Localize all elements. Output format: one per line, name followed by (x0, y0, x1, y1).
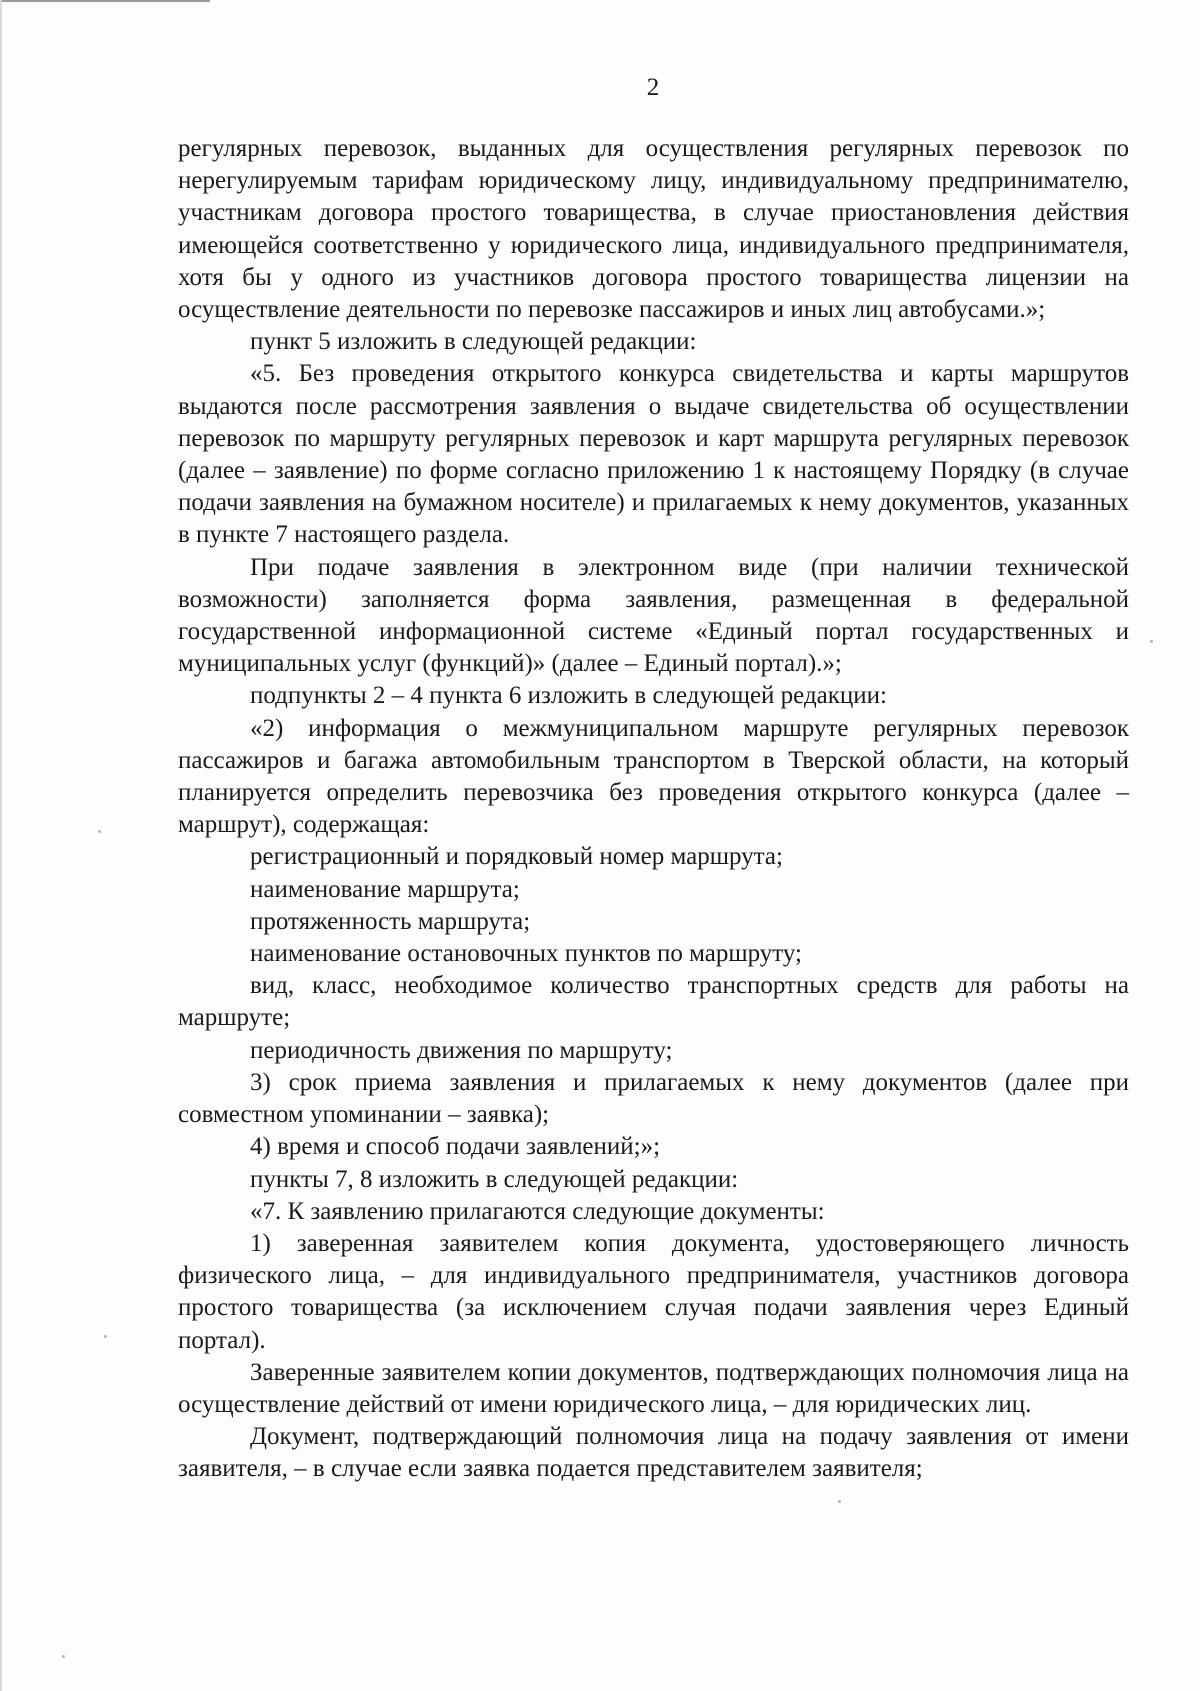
paragraph-13: 3) срок приема заявления и прилагаемых к нему документов (далее при совместном упоминании – заявка); (178, 1068, 1129, 1129)
paragraph-10: наименование остановочных пунктов по маршруту; (250, 940, 802, 968)
paragraph-6: «2) информация о межмуниципальном маршруте регулярных перевозок пассажиров и багажа автомобильным транспортом в Тверской области, на который планируется определить перевозчика без проведения открытого конкурса (далее – маршрут), содержащая: (178, 714, 1129, 839)
scan-edge-left (0, 0, 2, 1691)
scan-speck (98, 830, 101, 833)
paragraph-3: «5. Без проведения открытого конкурса свидетельства и карты маршрутов выдаются после рассмотрения заявления о выдаче свидетельства об осуществлении перевозок по маршруту регулярных перевозок и карт маршрута регулярных перевозок (далее – заявление) по форме согласно приложению 1 к настоящему Порядку (в случае подачи заявления на бумажном носителе) и прилагаемых к нему документов, указанных в пункте 7 настоящего раздела. (178, 360, 1129, 549)
page-number: 2 (646, 74, 660, 101)
paragraph-1: регулярных перевозок, выданных для осуществления регулярных перевозок по нерегулируемым тарифам юридическому лицу, индивидуальному предпринимателю, участникам договора простого товарищества, в случае приостановления действия имеющейся соответственно у юридического лица, индивидуального предпринимателя, хотя бы у одного из участников договора простого товарищества лицензии на осуществление деятельности по перевозке пассажиров и иных лиц автобусами.»; (178, 135, 1129, 324)
paragraph-9: протяженность маршрута; (250, 907, 531, 935)
paragraph-18: Заверенные заявителем копии документов, подтверждающих полномочия лица на осуществление действий от имени юридического лица, – для юридических лиц. (178, 1358, 1129, 1418)
paragraph-8: наименование маршрута; (250, 875, 520, 903)
paragraph-12: периодичность движения по маршруту; (250, 1036, 673, 1064)
paragraph-15: пункты 7, 8 изложить в следующей редакции: (250, 1165, 739, 1193)
document-body (178, 133, 1129, 1486)
scan-speck (838, 1500, 841, 1503)
scan-speck (62, 1655, 65, 1658)
paragraph-4: При подаче заявления в электронном виде (при наличии технической возможности) заполняется форма заявления, размещенная в федеральной государственной информационной системе «Единый портал государственных и муниципальных услуг (функций)» (далее – Единый портал).»; (178, 553, 1129, 678)
paragraph-7: регистрационный и порядковый номер маршрута; (250, 843, 783, 871)
scan-edge-top (0, 0, 210, 2)
scan-speck (1150, 640, 1153, 643)
paragraph-17: 1) заверенная заявителем копия документа, удостоверяющего личность физического лица, – для индивидуального предпринимателя, участников договора простого товарищества (за исключением случая подачи заявления через Единый портал). (178, 1229, 1129, 1354)
paragraph-11: вид, класс, необходимое количество транспортных средств для работы на маршруте; (178, 972, 1129, 1032)
paragraph-19: Документ, подтверждающий полномочия лица на подачу заявления от имени заявителя, – в случае если заявка подается представителем заявителя; (178, 1423, 1129, 1483)
paragraph-16: «7. К заявлению прилагаются следующие документы: (250, 1197, 825, 1225)
paragraph-14: 4) время и способ подачи заявлений;»; (250, 1133, 661, 1161)
paragraph-2: пункт 5 изложить в следующей редакции: (250, 328, 697, 356)
paragraph-5: подпункты 2 – 4 пункта 6 изложить в следующей редакции: (250, 682, 887, 710)
scan-speck (104, 1335, 107, 1338)
